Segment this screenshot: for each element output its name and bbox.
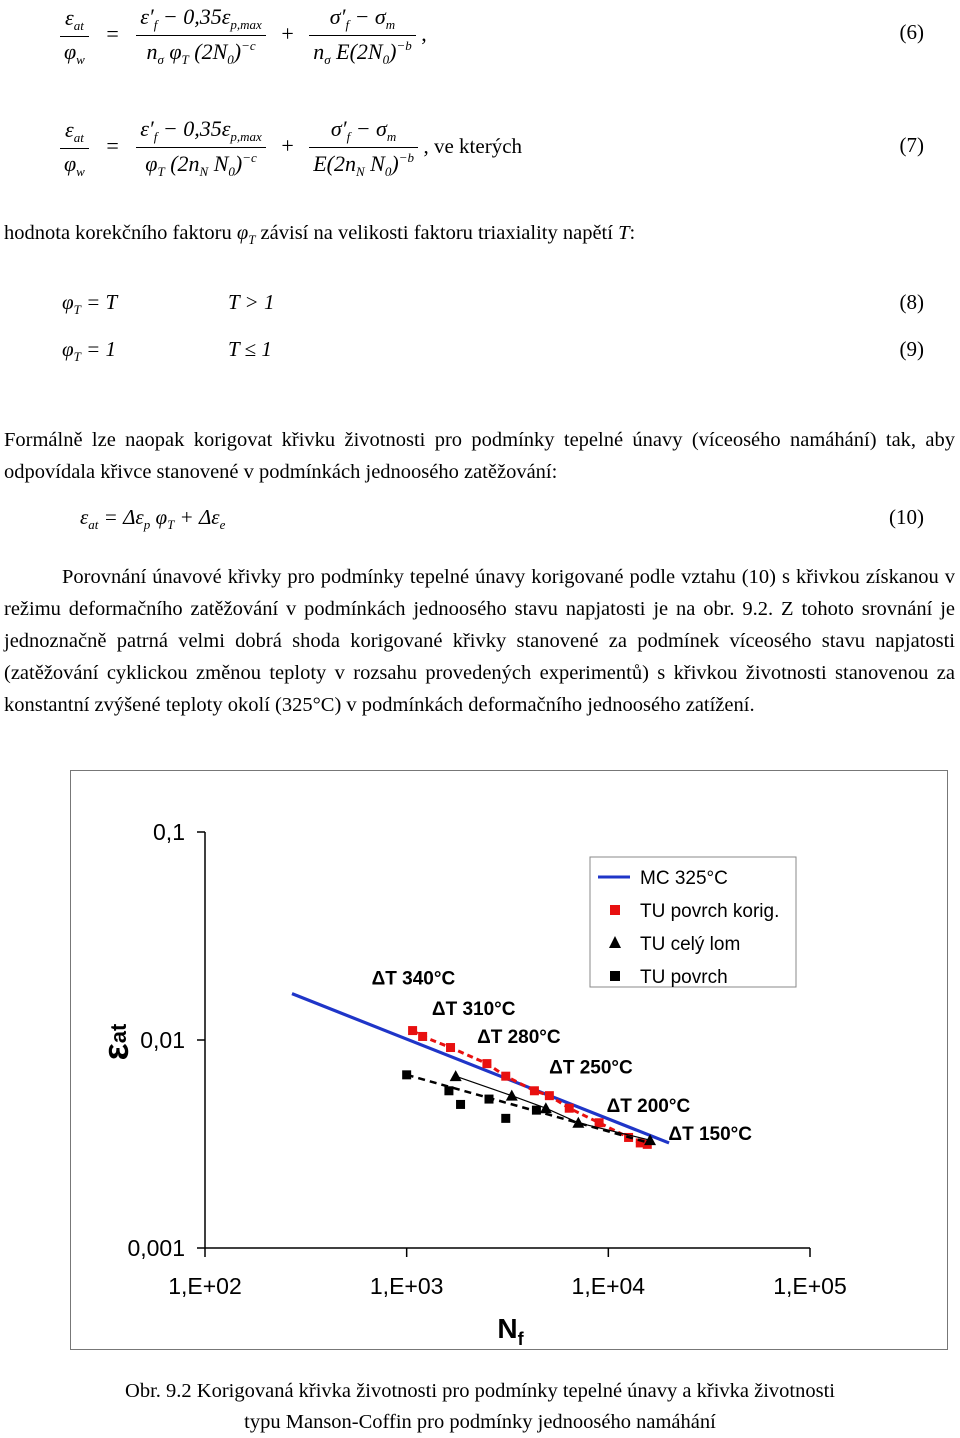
y-tick-label: 0,001: [127, 1235, 185, 1261]
tu-korig-point: [482, 1059, 491, 1068]
legend-label: TU celý lom: [640, 934, 741, 955]
equation-number-7: (7): [899, 133, 924, 157]
eq7-tail: , ve kterých: [423, 134, 523, 159]
figure-caption-line-2: typu Manson-Coffin pro podmínky jednoosého namáhání: [244, 1411, 716, 1433]
x-axis-label: $N_f$: [497, 1313, 524, 1349]
x-tick-label: 1,E+03: [369, 1273, 444, 1299]
tu-korig-point: [446, 1043, 455, 1052]
legend-label: MC 325°C: [640, 868, 728, 889]
y-tick-label: 0,1: [153, 819, 185, 845]
tu-korig-point: [595, 1118, 604, 1127]
eq6-tail: ,: [421, 21, 427, 47]
paragraph-2: Porovnání únavové křivky pro podmínky tepelné únavy korigované podle vztahu (10) s křivkou získanou v režimu deformačního zatěžování v podmínkách jednoosého stavu napjatosti je na obr. 9.2. Z tohoto srovnání je jednoznačně patrná velmi dobrá shoda korigované křivky stanovené za podmínek víceosého stavu napjatosti (zatěžování cyklickou změnou teploty v rozsahu provedených experimentů) s křivkou životnosti stanovenou za konstantní zvýšené teploty okolí (325°C) v podmínkách deformačního jednoosého zatížení.: [4, 566, 955, 716]
intro-line: hodnota korekčního faktoru $\varphi_T$ závisí na velikosti faktoru triaxiality napětí T:: [4, 222, 636, 247]
legend-black-square-swatch: [610, 971, 620, 981]
tu-korig-point: [501, 1072, 510, 1081]
x-tick-label: 1,E+04: [571, 1273, 646, 1299]
tu-korig-point: [565, 1104, 574, 1113]
y-axis-label: εat: [95, 1023, 136, 1061]
equation-8-condition: T > 1: [228, 290, 275, 314]
legend-red-square-swatch: [610, 905, 620, 915]
tu-cely-lom-point: [540, 1102, 552, 1113]
tu-korig-point: [530, 1086, 539, 1095]
tu-korig-point: [418, 1032, 427, 1041]
tu-korig-point: [408, 1026, 417, 1035]
tu-povrch-point: [444, 1086, 453, 1095]
equation-number-8: (8): [899, 290, 924, 314]
equation-6: $\frac{\varepsilon_{at}}{\varphi_w}$ = $\frac{\varepsilon'_f - 0,35\varepsilon_{p,max}}{n_\sigma \varphi_T (2N_0)^{-c}}$ + $\frac{\sigma'_f - \sigma_m}{n_\sigma E(2N_0)^{-b}}$ ,: [60, 4, 427, 68]
paragraph-1: Formálně lze naopak korigovat křivku životnosti pro podmínky tepelné únavy (víceosého namáhání) tak, aby odpovídala křivce stanovené v podmínkách jednoosého zatěžování:: [4, 429, 955, 483]
equation-9-lhs: $\varphi_T = 1$: [62, 337, 117, 364]
y-tick-label: 0,01: [140, 1027, 185, 1053]
eq6-term2: $\frac{\sigma'_f - \sigma_m}{n_\sigma E(2N_0)^{-b}}$: [309, 4, 415, 68]
eq7-term2: $\frac{\sigma'_f - \sigma_m}{E(2n_N N_0)^{-b}}$: [309, 116, 418, 180]
tu-korig-point: [545, 1091, 554, 1100]
equation-10: $\varepsilon_{at} = \Delta\varepsilon_p$ $\varphi_T + \Delta\varepsilon_e$: [80, 505, 226, 532]
tu-povrch-point: [501, 1114, 510, 1123]
delta-t-annotation: ΔT 250°C: [549, 1057, 633, 1079]
equation-8-lhs: $\varphi_T = T$: [62, 290, 118, 317]
tu-cely-lom-point: [450, 1070, 462, 1081]
equation-9-condition: T ≤ 1: [228, 337, 272, 361]
eq7-term1: $\frac{\varepsilon'_f - 0,35\varepsilon_{p,max}}{\varphi_T (2n_N N_0)^{-c}}$: [136, 116, 266, 180]
delta-t-annotation: ΔT 340°C: [371, 968, 456, 990]
figure-caption-line-1: Obr. 9.2 Korigovaná křivka životnosti pro podmínky tepelné únavy a křivka životnosti: [125, 1380, 835, 1402]
tu-cely-lom-point: [506, 1090, 518, 1101]
eq6-term1: $\frac{\varepsilon'_f - 0,35\varepsilon_{p,max}}{n_\sigma \varphi_T (2N_0)^{-c}}$: [136, 4, 266, 68]
x-tick-label: 1,E+02: [168, 1273, 242, 1299]
delta-t-annotation: ΔT 200°C: [606, 1096, 691, 1118]
equation-number-9: (9): [899, 337, 924, 361]
equation-7: $\frac{\varepsilon_{at}}{\varphi_w}$ = $\frac{\varepsilon'_f - 0,35\varepsilon_{p,max}}{\varphi_T (2n_N N_0)^{-c}}$ + $\frac{\sigma'_f - \sigma_m}{E(2n_N N_0)^{-b}}$ , ve kterých: [60, 116, 522, 180]
delta-t-annotation: ΔT 150°C: [668, 1124, 752, 1146]
delta-t-annotation: ΔT 310°C: [431, 998, 516, 1020]
equation-number-6: (6): [899, 20, 924, 44]
delta-t-annotation: ΔT 280°C: [477, 1026, 561, 1048]
legend-label: TU povrch: [640, 967, 728, 988]
tu-povrch-point: [456, 1100, 465, 1109]
equation-number-10: (10): [889, 505, 924, 529]
x-tick-label: 1,E+05: [773, 1273, 847, 1299]
legend-label: TU povrch korig.: [640, 901, 780, 922]
